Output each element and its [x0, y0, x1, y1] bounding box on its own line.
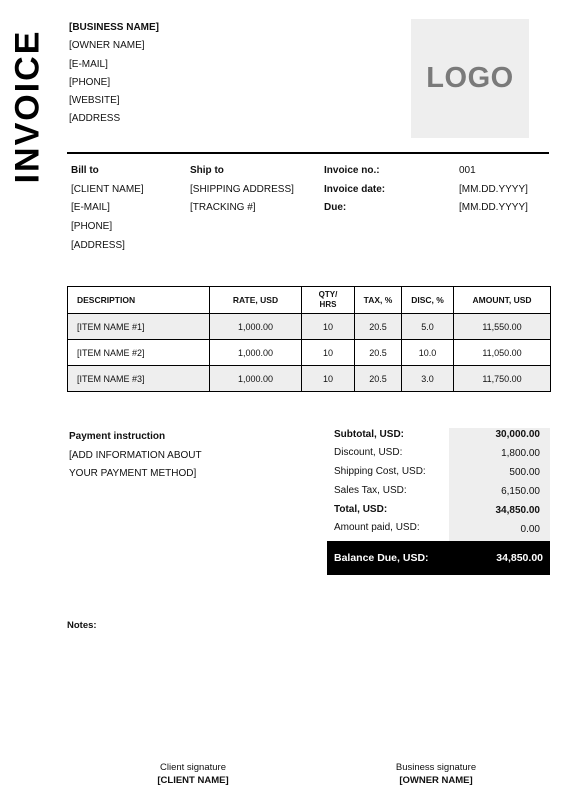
business-address: [ADDRESS [69, 113, 121, 125]
item-tax: 20.5 [355, 366, 402, 392]
business-signature-caption: Business signature [395, 762, 477, 773]
header-amount: AMOUNT, USD [454, 287, 551, 314]
invoice-due: [MM.DD.YYYY] [459, 202, 528, 214]
item-rate: 1,000.00 [210, 340, 302, 366]
business-signature-name: [OWNER NAME] [399, 774, 473, 786]
payment-instruction [69, 428, 202, 484]
balance-due-bar [327, 541, 550, 575]
invoice-due-label: Due: [324, 202, 347, 214]
business-signature [381, 762, 491, 787]
header-divider [67, 152, 549, 154]
bill-to-client: [CLIENT NAME] [71, 183, 144, 195]
business-email: [E-MAIL] [69, 58, 108, 70]
bill-to-section [71, 162, 144, 256]
item-disc: 3.0 [402, 366, 454, 392]
payment-heading: Payment instruction [69, 431, 166, 442]
header-disc: DISC, % [402, 287, 454, 314]
invoice-number-label: Invoice no.: [324, 165, 380, 176]
total-label: Total, USD: [334, 504, 388, 515]
header-tax: TAX, % [355, 287, 402, 314]
subtotal-label: Subtotal, USD: [334, 429, 404, 440]
payment-line-2: YOUR PAYMENT METHOD] [69, 468, 197, 479]
notes-label: Notes: [67, 620, 97, 631]
ship-to-heading: Ship to [190, 165, 224, 176]
header-rate: RATE, USD [210, 287, 302, 314]
bill-to-phone: [PHONE] [71, 221, 113, 233]
sales-tax-value: 6,150.00 [501, 486, 540, 497]
table-row [68, 340, 551, 366]
item-rate: 1,000.00 [210, 366, 302, 392]
total-value: 34,850.00 [495, 505, 540, 516]
client-signature-name: [CLIENT NAME] [157, 774, 229, 786]
balance-due-value: 34,850.00 [496, 552, 543, 564]
sales-tax-label: Sales Tax, USD: [334, 485, 407, 496]
item-amount: 11,550.00 [454, 314, 551, 340]
business-phone: [PHONE] [69, 76, 111, 88]
item-description: [ITEM NAME #2] [68, 340, 210, 366]
business-owner: [OWNER NAME] [69, 40, 145, 52]
invoice-meta-values [459, 162, 528, 218]
header-description: DESCRIPTION [68, 287, 210, 314]
subtotal-value: 30,000.00 [495, 429, 540, 440]
item-qty: 10 [302, 314, 355, 340]
logo-placeholder [411, 19, 529, 138]
item-qty: 10 [302, 340, 355, 366]
bill-to-address: [ADDRESS] [71, 239, 125, 251]
shipping-label: Shipping Cost, USD: [334, 466, 426, 477]
item-rate: 1,000.00 [210, 314, 302, 340]
client-signature-caption: Client signature [159, 762, 226, 773]
header-qty-line1: QTY/ [318, 290, 338, 299]
table-row [68, 366, 551, 392]
business-info [69, 19, 159, 129]
discount-label: Discount, USD: [334, 447, 403, 458]
item-amount: 11,750.00 [454, 366, 551, 392]
item-amount: 11,050.00 [454, 340, 551, 366]
amount-paid-value: 0.00 [520, 524, 540, 535]
items-table-header [68, 287, 551, 314]
invoice-date: [MM.DD.YYYY] [459, 183, 528, 195]
invoice-title-text: INVOICE [8, 29, 47, 183]
invoice-date-label: Invoice date: [324, 183, 386, 195]
discount-value: 1,800.00 [501, 448, 540, 459]
item-disc: 5.0 [402, 314, 454, 340]
item-qty: 10 [302, 366, 355, 392]
invoice-title [10, 28, 46, 184]
ship-to-address: [SHIPPING ADDRESS] [190, 183, 294, 195]
client-signature [143, 762, 243, 787]
bill-to-heading: Bill to [71, 165, 99, 176]
header-qty-line2: HRS [319, 300, 337, 309]
ship-to-tracking: [TRACKING #] [190, 202, 256, 214]
bill-to-email: [E-MAIL] [71, 202, 110, 214]
header-qty [302, 287, 355, 314]
table-row [68, 314, 551, 340]
invoice-meta-labels [324, 162, 385, 218]
balance-due-label: Balance Due, USD: [334, 552, 429, 564]
logo-text: LOGO [426, 62, 514, 94]
item-tax: 20.5 [355, 340, 402, 366]
item-description: [ITEM NAME #3] [68, 366, 210, 392]
item-tax: 20.5 [355, 314, 402, 340]
business-website: [WEBSITE] [69, 95, 120, 107]
item-description: [ITEM NAME #1] [68, 314, 210, 340]
invoice-number: 001 [459, 165, 476, 176]
business-name: [BUSINESS NAME] [69, 22, 160, 33]
shipping-value: 500.00 [509, 467, 540, 478]
item-disc: 10.0 [402, 340, 454, 366]
items-table [67, 286, 551, 392]
payment-line-1: [ADD INFORMATION ABOUT [69, 449, 202, 461]
ship-to-section [190, 162, 294, 218]
amount-paid-label: Amount paid, USD: [334, 522, 420, 533]
